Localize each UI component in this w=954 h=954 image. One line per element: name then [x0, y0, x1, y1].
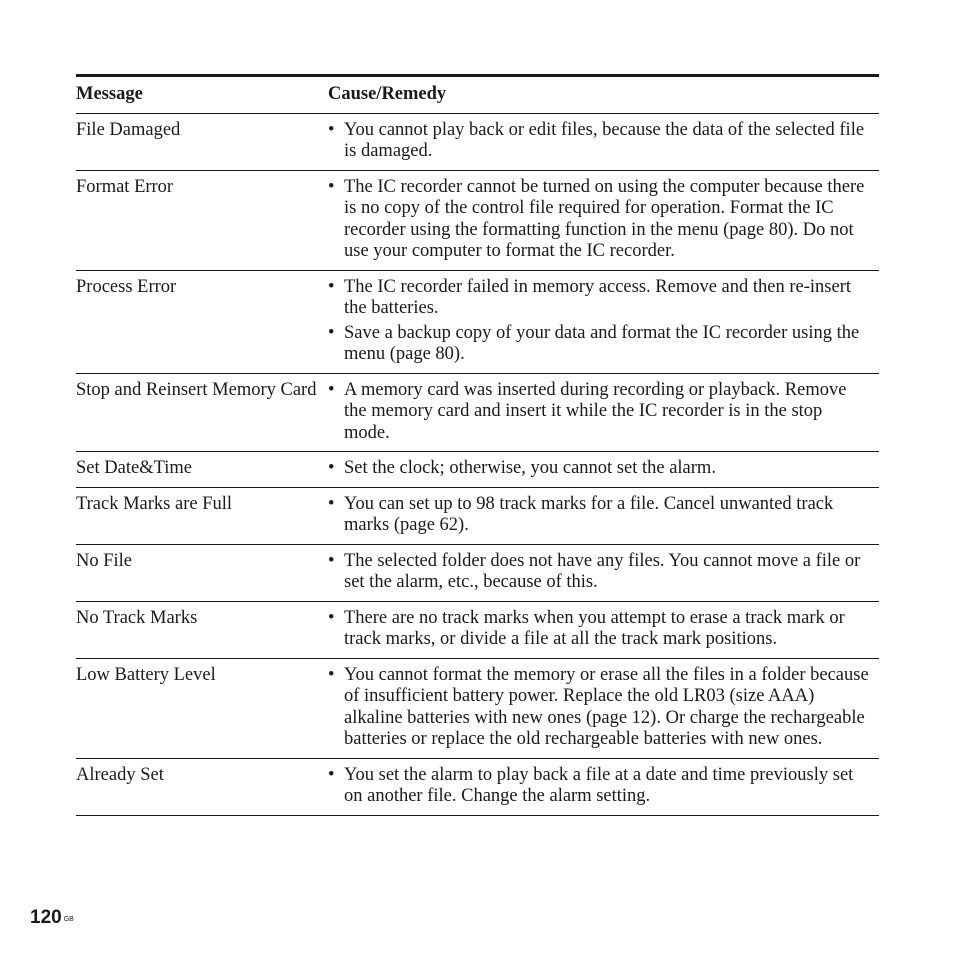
table-row — [76, 270, 879, 373]
table-row — [76, 658, 879, 758]
remedy-text: The IC recorder failed in memory access. Remove and then re-insert the batteries. — [344, 276, 851, 318]
header-cause-remedy: Cause/Remedy — [328, 77, 879, 113]
remedy-item — [328, 551, 869, 594]
bullet-icon: • — [328, 607, 335, 628]
bullet-icon: • — [328, 119, 335, 140]
remedy-text: A memory card was inserted during recording or playback. Remove the memory card and insert it while the IC recorder is in the stop mode. — [344, 379, 847, 443]
cause-remedy-cell — [328, 658, 879, 758]
remedy-item — [328, 323, 869, 366]
remedy-item — [328, 277, 869, 320]
remedy-list — [328, 551, 869, 594]
bullet-icon: • — [328, 493, 335, 514]
message-cell: Already Set — [76, 758, 328, 815]
table-row — [76, 373, 879, 452]
cause-remedy-cell — [328, 170, 879, 270]
cause-remedy-cell — [328, 601, 879, 658]
page-footer — [30, 907, 74, 929]
message-cell: Low Battery Level — [76, 658, 328, 758]
message-cell: File Damaged — [76, 113, 328, 170]
remedy-item — [328, 608, 869, 651]
bullet-icon: • — [328, 550, 335, 571]
remedy-item — [328, 177, 869, 263]
page-region-suffix: GB — [63, 916, 74, 923]
message-cell: Set Date&Time — [76, 452, 328, 488]
bullet-icon: • — [328, 664, 335, 685]
remedy-list — [328, 494, 869, 537]
cause-remedy-cell — [328, 113, 879, 170]
message-cell: Format Error — [76, 170, 328, 270]
message-table — [76, 77, 879, 816]
remedy-list — [328, 458, 869, 480]
table-body — [76, 113, 879, 815]
table-row — [76, 544, 879, 601]
table-row — [76, 758, 879, 815]
message-cell: No Track Marks — [76, 601, 328, 658]
remedy-item — [328, 494, 869, 537]
bullet-icon: • — [328, 458, 335, 478]
remedy-item — [328, 120, 869, 163]
remedy-text: You cannot play back or edit files, because the data of the selected file is damaged. — [344, 119, 865, 161]
remedy-list — [328, 177, 869, 263]
remedy-item — [328, 380, 869, 445]
remedy-list — [328, 120, 869, 163]
remedy-list — [328, 277, 869, 366]
bullet-icon: • — [328, 176, 335, 197]
remedy-text: You set the alarm to play back a file at a date and time previously set on another file. Change the alarm setting. — [344, 764, 854, 806]
message-cell: Stop and Reinsert Memory Card — [76, 373, 328, 452]
remedy-text: The selected folder does not have any files. You cannot move a file or set the alarm, etc., because of this. — [344, 550, 861, 592]
cause-remedy-cell — [328, 758, 879, 815]
bullet-icon: • — [328, 276, 335, 297]
remedy-item — [328, 765, 869, 808]
remedy-text: You cannot format the memory or erase all the files in a folder because of insufficient battery power. Replace the old LR03 (size AAA) alkaline batteries with new ones (page 12). Or charge the rechargeable batteries or replace the old rechargeable batteries with new ones. — [344, 664, 869, 749]
table-header-row — [76, 77, 879, 113]
remedy-text: You can set up to 98 track marks for a file. Cancel unwanted track marks (page 62). — [344, 493, 834, 535]
message-cell: No File — [76, 544, 328, 601]
table-row — [76, 170, 879, 270]
table-row — [76, 452, 879, 488]
header-message: Message — [76, 77, 328, 113]
remedy-text: Set the clock; otherwise, you cannot set the alarm. — [344, 458, 716, 478]
table-row — [76, 487, 879, 544]
cause-remedy-cell — [328, 270, 879, 373]
remedy-item — [328, 665, 869, 751]
message-table-container — [76, 74, 879, 816]
remedy-list — [328, 765, 869, 808]
remedy-text: There are no track marks when you attempt to erase a track mark or track marks, or divide a file at all the track mark positions. — [344, 607, 845, 649]
cause-remedy-cell — [328, 544, 879, 601]
message-cell: Process Error — [76, 270, 328, 373]
cause-remedy-cell — [328, 373, 879, 452]
remedy-list — [328, 665, 869, 751]
bullet-icon: • — [328, 764, 335, 785]
table-row — [76, 601, 879, 658]
cause-remedy-cell — [328, 452, 879, 488]
table-row — [76, 113, 879, 170]
bullet-icon: • — [328, 322, 335, 343]
remedy-list — [328, 608, 869, 651]
remedy-list — [328, 380, 869, 445]
remedy-text: Save a backup copy of your data and format the IC recorder using the menu (page 80). — [344, 322, 860, 364]
bullet-icon: • — [328, 379, 335, 400]
message-cell: Track Marks are Full — [76, 487, 328, 544]
cause-remedy-cell — [328, 487, 879, 544]
remedy-item — [328, 458, 869, 480]
remedy-text: The IC recorder cannot be turned on using the computer because there is no copy of the control file required for operation. Format the IC recorder using the formatting function in the menu (page 80). Do not use your computer to format the IC recorder. — [344, 176, 865, 261]
page-number: 120 — [30, 907, 62, 928]
